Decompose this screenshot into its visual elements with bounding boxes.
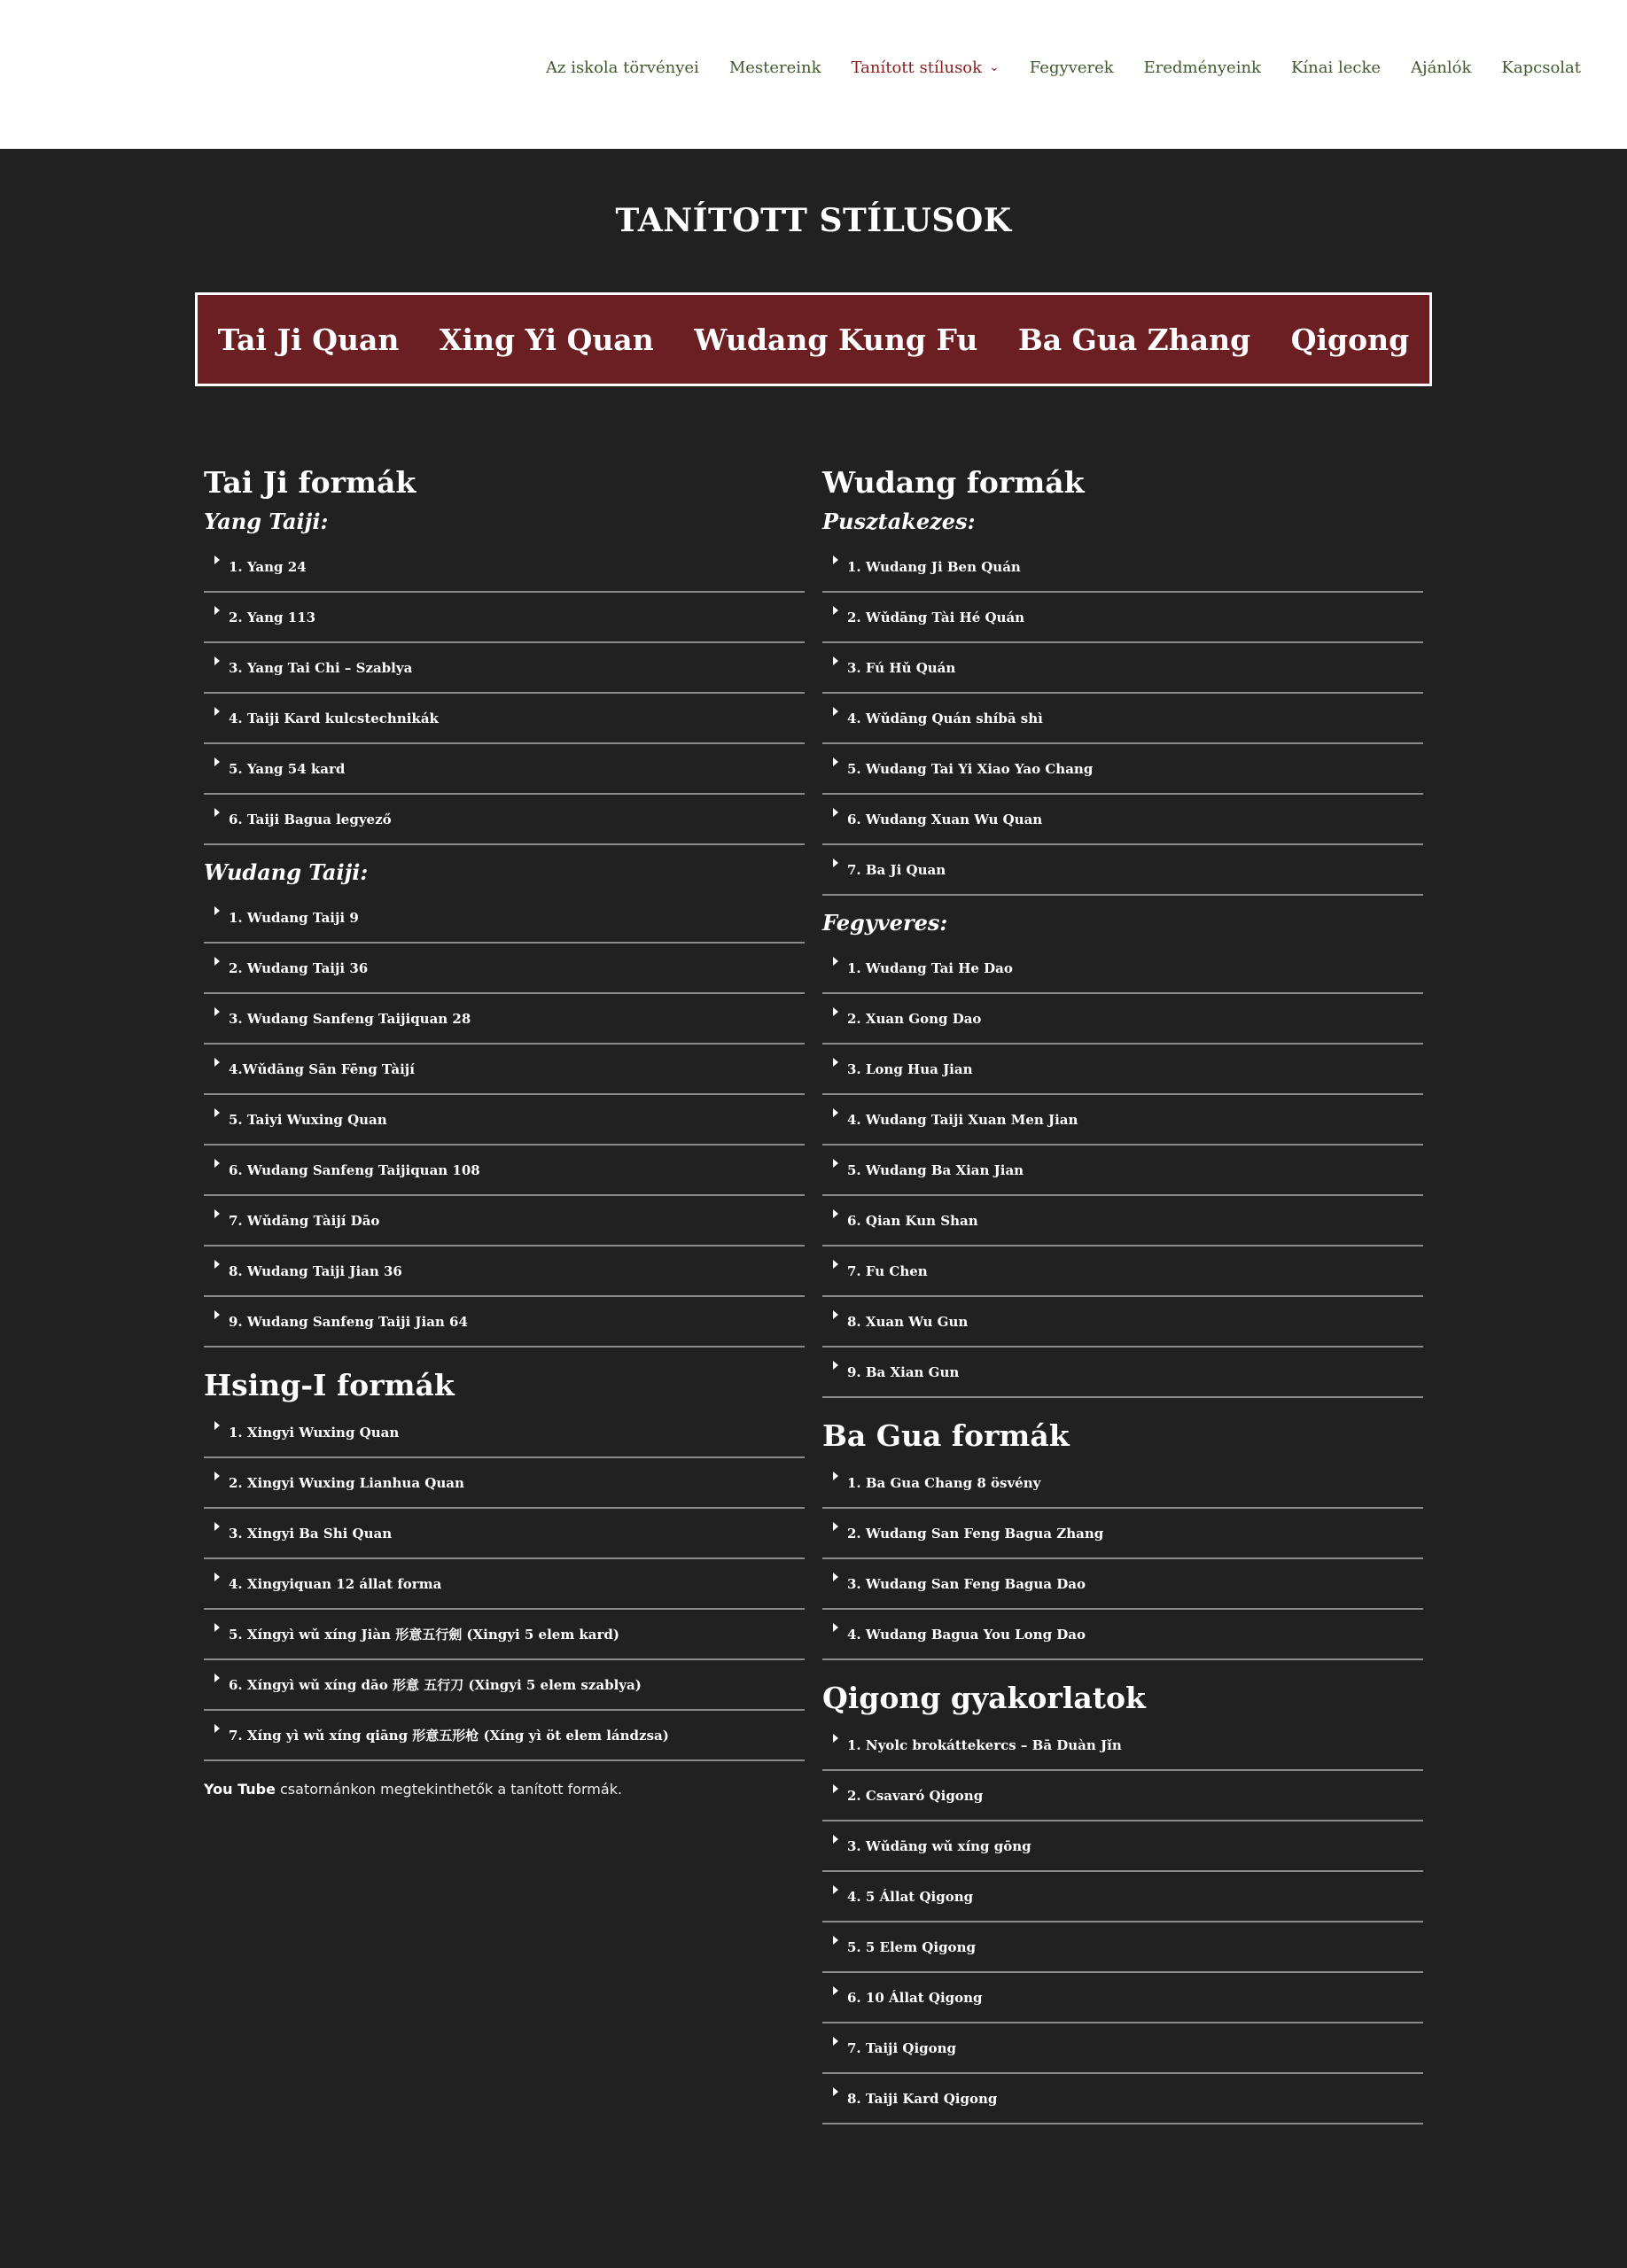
accordion-item[interactable]	[822, 845, 1423, 896]
accordion-item[interactable]	[204, 1196, 805, 1247]
accordion-item-label: 2. Xingyi Wuxing Lianhua Quan	[229, 1474, 464, 1491]
accordion-item[interactable]	[822, 994, 1423, 1045]
accordion-item[interactable]	[822, 2023, 1423, 2074]
accordion-item[interactable]	[204, 1660, 805, 1711]
accordion-item-label: 9. Wudang Sanfeng Taiji Jian 64	[229, 1313, 468, 1330]
style-link-wudang-kung-fu[interactable]: Wudang Kung Fu	[694, 322, 978, 357]
youtube-link[interactable]: You Tube	[204, 1781, 276, 1798]
caret-right-icon	[214, 1421, 220, 1430]
accordion-item[interactable]	[822, 1720, 1423, 1771]
caret-right-icon	[214, 1472, 220, 1480]
caret-right-icon	[833, 2087, 838, 2096]
accordion-item-label: 3. Yang Tai Chi – Szablya	[229, 659, 413, 676]
list-hsing-i	[204, 1408, 805, 1761]
accordion-item[interactable]	[822, 944, 1423, 994]
nav-item-kinai-lecke[interactable]: Kínai lecke	[1290, 58, 1382, 77]
accordion-item[interactable]	[204, 893, 805, 944]
list-wudang-taiji	[204, 893, 805, 1348]
accordion-item-label: 1. Nyolc brokáttekercs – Bā Duàn Jǐn	[847, 1736, 1122, 1753]
accordion-item-label: 1. Xingyi Wuxing Quan	[229, 1424, 400, 1441]
section-title-bagua: Ba Gua formák	[822, 1418, 1070, 1453]
accordion-item-label: 3. Wudang Sanfeng Taijiquan 28	[229, 1010, 471, 1027]
accordion-item[interactable]	[822, 1509, 1423, 1559]
section-title-qigong: Qigong gyakorlatok	[822, 1681, 1146, 1715]
accordion-item[interactable]	[822, 1821, 1423, 1872]
accordion-item-label: 6. Wudang Sanfeng Taijiquan 108	[229, 1161, 480, 1178]
accordion-item-label: 6. Qian Kun Shan	[847, 1212, 978, 1229]
accordion-item[interactable]	[204, 1559, 805, 1610]
caret-right-icon	[214, 1007, 220, 1016]
caret-right-icon	[214, 1573, 220, 1581]
caret-right-icon	[833, 1522, 838, 1531]
caret-right-icon	[833, 606, 838, 615]
caret-right-icon	[833, 1310, 838, 1319]
caret-right-icon	[833, 2037, 838, 2046]
caret-right-icon	[833, 1573, 838, 1581]
caret-right-icon	[214, 757, 220, 766]
accordion-item-label: 1. Ba Gua Chang 8 ösvény	[847, 1474, 1041, 1491]
section-title-wudang: Wudang formák	[822, 465, 1085, 500]
subhead-pusztakezes: Pusztakezes:	[822, 509, 976, 534]
accordion-item-label: 4. 5 Állat Qigong	[847, 1888, 974, 1905]
caret-right-icon	[214, 606, 220, 615]
accordion-item-label: 7. Xíng yì wǔ xíng qiāng 形意五形枪 (Xíng yì öt elem lándzsa)	[229, 1728, 669, 1744]
caret-right-icon	[214, 656, 220, 665]
accordion-item[interactable]	[822, 694, 1423, 744]
caret-right-icon	[833, 1361, 838, 1370]
accordion-item[interactable]	[822, 542, 1423, 593]
style-link-qigong[interactable]: Qigong	[1290, 322, 1410, 357]
accordion-item[interactable]	[822, 1973, 1423, 2023]
accordion-item-label: 8. Wudang Taiji Jian 36	[229, 1262, 402, 1279]
accordion-item[interactable]	[204, 744, 805, 795]
accordion-item-label: 7. Fu Chen	[847, 1262, 928, 1279]
page-title: TANÍTOTT STÍLUSOK	[615, 202, 1012, 239]
right-column	[822, 461, 1423, 2124]
youtube-note-text: csatornánkon megtekinthetők a tanított formák.	[275, 1781, 623, 1798]
caret-right-icon	[833, 707, 838, 716]
accordion-item-label: 5. Wudang Tai Yi Xiao Yao Chang	[847, 760, 1094, 777]
accordion-item-label: 2. Xuan Gong Dao	[847, 1010, 982, 1027]
accordion-item-label: 4. Taiji Kard kulcstechnikák	[229, 710, 439, 726]
accordion-item-label: 8. Xuan Wu Gun	[847, 1313, 969, 1330]
nav-item-kapcsolat[interactable]: Kapcsolat	[1501, 58, 1581, 77]
accordion-item[interactable]	[204, 1711, 805, 1761]
accordion-item-label: 2. Wudang Taiji 36	[229, 959, 369, 976]
list-fegyveres	[822, 944, 1423, 1398]
accordion-item[interactable]	[204, 643, 805, 694]
caret-right-icon	[833, 555, 838, 564]
accordion-item-label: 4. Wudang Bagua You Long Dao	[847, 1626, 1086, 1643]
nav-item-iskola-torvenyei[interactable]: Az iskola törvényei	[545, 58, 699, 77]
caret-right-icon	[833, 858, 838, 867]
list-yang-taiji	[204, 542, 805, 845]
accordion-item[interactable]	[204, 1045, 805, 1095]
caret-right-icon	[833, 1936, 838, 1945]
caret-right-icon	[214, 808, 220, 817]
accordion-item[interactable]	[822, 593, 1423, 643]
caret-right-icon	[833, 1159, 838, 1168]
subhead-fegyveres: Fegyveres:	[822, 910, 948, 936]
accordion-item-label: 6. 10 Állat Qigong	[847, 1989, 983, 2006]
accordion-item-label: 1. Yang 24	[229, 558, 307, 575]
accordion-item[interactable]	[204, 1095, 805, 1146]
style-tabs-bar	[195, 292, 1432, 386]
caret-right-icon	[833, 757, 838, 766]
caret-right-icon	[214, 1209, 220, 1218]
accordion-item[interactable]	[204, 542, 805, 593]
accordion-item[interactable]	[822, 1559, 1423, 1610]
accordion-item-label: 3. Long Hua Jian	[847, 1060, 973, 1077]
caret-right-icon	[214, 1159, 220, 1168]
accordion-item-label: 3. Xingyi Ba Shi Quan	[229, 1525, 393, 1542]
accordion-item-label: 4. Wudang Taiji Xuan Men Jian	[847, 1111, 1078, 1128]
accordion-item-label: 2. Wudang San Feng Bagua Zhang	[847, 1525, 1104, 1542]
accordion-item[interactable]	[822, 1872, 1423, 1922]
caret-right-icon	[833, 1885, 838, 1894]
caret-right-icon	[214, 1724, 220, 1733]
subhead-yang-taiji: Yang Taiji:	[204, 509, 329, 534]
accordion-item[interactable]	[204, 944, 805, 994]
caret-right-icon	[214, 555, 220, 564]
accordion-item-label: 6. Taiji Bagua legyező	[229, 811, 392, 827]
accordion-item[interactable]	[822, 744, 1423, 795]
accordion-item-label: 1. Wudang Taiji 9	[229, 909, 359, 926]
accordion-item[interactable]	[822, 1146, 1423, 1196]
subhead-wudang-taiji: Wudang Taiji:	[204, 859, 369, 885]
accordion-item-label: 2. Yang 113	[229, 609, 316, 625]
accordion-item[interactable]	[204, 1458, 805, 1509]
accordion-item[interactable]	[822, 1458, 1423, 1509]
accordion-item-label: 7. Ba Ji Quan	[847, 861, 946, 878]
accordion-item-label: 1. Wudang Tai He Dao	[847, 959, 1013, 976]
caret-right-icon	[833, 808, 838, 817]
caret-right-icon	[833, 1734, 838, 1743]
accordion-item[interactable]	[204, 994, 805, 1045]
caret-right-icon	[214, 1522, 220, 1531]
accordion-item[interactable]	[204, 1610, 805, 1660]
caret-right-icon	[214, 707, 220, 716]
accordion-item-label: 5. Yang 54 kard	[229, 760, 346, 777]
accordion-item-label: 4. Xingyiquan 12 állat forma	[229, 1575, 442, 1592]
accordion-item-label: 7. Wǔdāng Tàijí Dāo	[229, 1212, 380, 1229]
accordion-item-label: 5. Wudang Ba Xian Jian	[847, 1161, 1024, 1178]
accordion-item[interactable]	[822, 1196, 1423, 1247]
main-menu	[546, 58, 1581, 77]
accordion-item[interactable]	[822, 1095, 1423, 1146]
caret-right-icon	[833, 1260, 838, 1269]
accordion-item-label: 6. Wudang Xuan Wu Quan	[847, 811, 1043, 827]
accordion-item-label: 5. Xíngyì wǔ xíng Jiàn 形意五行劍 (Xingyi 5 elem kard)	[229, 1627, 620, 1643]
nav-item-tanitott-stilusok[interactable]	[852, 58, 1000, 77]
accordion-item[interactable]	[822, 1348, 1423, 1398]
accordion-item[interactable]	[204, 795, 805, 845]
accordion-item-label: 5. Taiyi Wuxing Quan	[229, 1111, 387, 1128]
accordion-item[interactable]	[204, 1297, 805, 1348]
caret-right-icon	[833, 957, 838, 966]
caret-right-icon	[833, 1058, 838, 1067]
chevron-down-icon: ⌄	[989, 59, 1000, 74]
accordion-item[interactable]	[822, 1771, 1423, 1821]
accordion-item[interactable]	[822, 1045, 1423, 1095]
accordion-item-label: 6. Xíngyì wǔ xíng dāo 形意 五行刀 (Xingyi 5 elem szablya)	[229, 1677, 642, 1693]
accordion-item[interactable]	[204, 593, 805, 643]
accordion-item[interactable]	[204, 1247, 805, 1297]
accordion-item-label: 9. Ba Xian Gun	[847, 1363, 960, 1380]
list-bagua	[822, 1458, 1423, 1660]
accordion-item-label: 7. Taiji Qigong	[847, 2039, 957, 2056]
section-title-hsing-i: Hsing-I formák	[204, 1368, 455, 1402]
caret-right-icon	[214, 906, 220, 915]
accordion-item[interactable]	[822, 795, 1423, 845]
caret-right-icon	[214, 1623, 220, 1632]
list-pusztakezes	[822, 542, 1423, 896]
caret-right-icon	[214, 1108, 220, 1117]
accordion-item-label: 1. Wudang Ji Ben Quán	[847, 558, 1021, 575]
accordion-item[interactable]	[822, 1610, 1423, 1660]
accordion-item[interactable]	[822, 2074, 1423, 2124]
style-link-ba-gua-zhang[interactable]: Ba Gua Zhang	[1017, 322, 1251, 357]
nav-item-mestereink[interactable]: Mestereink	[728, 58, 821, 77]
accordion-item[interactable]	[822, 1922, 1423, 1973]
accordion-item[interactable]	[204, 1408, 805, 1458]
accordion-item[interactable]	[822, 1247, 1423, 1297]
caret-right-icon	[833, 1986, 838, 1995]
list-qigong	[822, 1720, 1423, 2124]
caret-right-icon	[833, 1623, 838, 1632]
style-link-xing-yi-quan[interactable]: Xing Yi Quan	[439, 322, 654, 357]
youtube-note	[204, 1781, 805, 1798]
nav-item-eredmenyeink[interactable]: Eredményeink	[1143, 58, 1261, 77]
accordion-item-label: 5. 5 Elem Qigong	[847, 1938, 976, 1955]
accordion-item-label: 2. Wǔdāng Tài Hé Quán	[847, 609, 1025, 625]
accordion-item[interactable]	[204, 1509, 805, 1559]
accordion-item[interactable]	[204, 694, 805, 744]
caret-right-icon	[214, 1058, 220, 1067]
caret-right-icon	[833, 1784, 838, 1793]
left-column	[204, 461, 805, 1798]
caret-right-icon	[214, 1260, 220, 1269]
top-nav	[0, 0, 1627, 149]
caret-right-icon	[214, 1674, 220, 1682]
caret-right-icon	[214, 957, 220, 966]
accordion-item-label: 3. Wudang San Feng Bagua Dao	[847, 1575, 1086, 1592]
section-title-taiji: Tai Ji formák	[204, 465, 416, 500]
accordion-item[interactable]	[822, 1297, 1423, 1348]
accordion-item[interactable]	[204, 1146, 805, 1196]
style-link-tai-ji-quan[interactable]: Tai Ji Quan	[217, 322, 400, 357]
caret-right-icon	[833, 1007, 838, 1016]
accordion-item[interactable]	[822, 643, 1423, 694]
accordion-item-label: 4.Wǔdāng Sān Fēng Tàijí	[229, 1060, 415, 1077]
accordion-item-label: 3. Fú Hǔ Quán	[847, 659, 956, 676]
caret-right-icon	[833, 1472, 838, 1480]
caret-right-icon	[833, 1209, 838, 1218]
caret-right-icon	[214, 1310, 220, 1319]
accordion-item-label: 3. Wǔdāng wǔ xíng gōng	[847, 1837, 1031, 1854]
nav-item-ajanlok[interactable]: Ajánlók	[1411, 58, 1472, 77]
caret-right-icon	[833, 656, 838, 665]
nav-item-tanitott-stilusok-label: Tanított stílusok	[851, 58, 983, 77]
accordion-item-label: 8. Taiji Kard Qigong	[847, 2090, 998, 2107]
nav-item-fegyverek[interactable]: Fegyverek	[1029, 58, 1114, 77]
accordion-item-label: 4. Wǔdāng Quán shíbā shì	[847, 710, 1043, 726]
caret-right-icon	[833, 1835, 838, 1844]
accordion-item-label: 2. Csavaró Qigong	[847, 1787, 984, 1804]
caret-right-icon	[833, 1108, 838, 1117]
